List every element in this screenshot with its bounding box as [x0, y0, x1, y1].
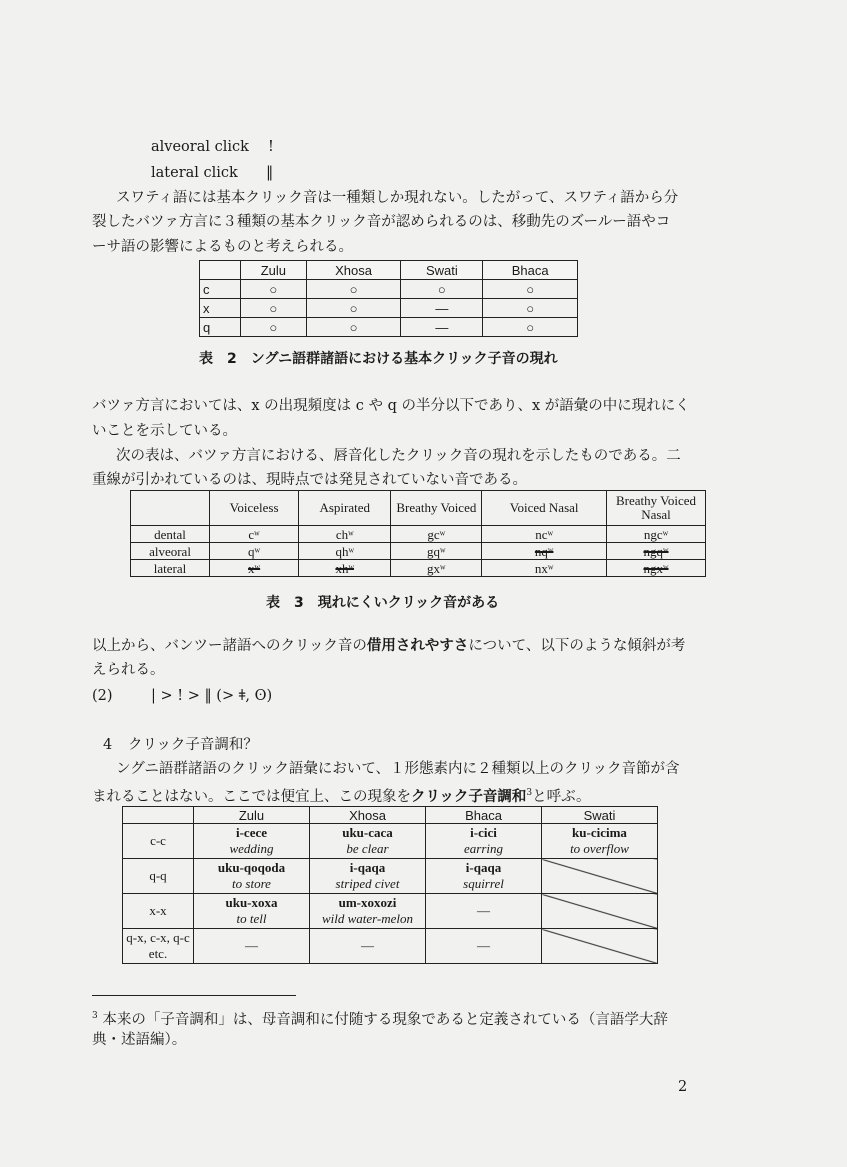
para1-line2: 裂したバツァ方言に３種類の基本クリック音が認められるのは、移動先のズールー語やコ: [92, 214, 671, 230]
row-label: c: [200, 280, 241, 299]
word: uku-caca: [342, 825, 393, 840]
section-title: クリック子音調和？: [128, 737, 258, 753]
table-cell: [391, 526, 482, 543]
table-cell: [542, 824, 658, 859]
sound: cʷ: [248, 526, 260, 542]
para3-line1: [92, 636, 685, 656]
table3-caption: 表 3 現れにくいクリック音がある: [266, 595, 500, 611]
table-cell: —: [401, 299, 483, 318]
word: um-xoxozi: [338, 895, 397, 910]
gloss: to overflow: [570, 841, 629, 856]
word: uku-xoxa: [225, 895, 278, 910]
click-symbol-lateral: ‖: [266, 165, 274, 181]
table-cell: [299, 560, 391, 577]
table-row: [131, 526, 706, 543]
empty-cell: [542, 929, 658, 964]
footnote-ref[interactable]: 3: [526, 788, 533, 798]
table-cell: ○: [306, 318, 401, 337]
para4-line1: ングニ語群諸語のクリック語彙において、１形態素内に２種類以上のクリック音節が含: [116, 761, 680, 777]
row-label: dental: [131, 526, 210, 543]
sound: gqʷ: [427, 543, 446, 559]
table-header-cell: Swati: [401, 261, 483, 280]
word: i-qaqa: [465, 860, 502, 875]
footnote-line2: 典・述語編）。: [92, 1032, 187, 1048]
table-cell: ○: [241, 318, 307, 337]
page-number: 2: [678, 1079, 688, 1095]
sound: qhʷ: [335, 543, 355, 559]
table-header-cell: Swati: [542, 807, 658, 824]
sound: gxʷ: [427, 560, 446, 576]
empty-cell: [542, 859, 658, 894]
table-row: [123, 859, 658, 894]
table-cell: [310, 859, 426, 894]
row-label: alveoral: [131, 543, 210, 560]
footnote-separator: [92, 995, 296, 996]
para3-line2: えられる。: [92, 662, 165, 678]
gloss: wild water-melon: [321, 911, 414, 926]
table-cell: —: [310, 929, 426, 964]
table-cell: [194, 859, 310, 894]
table-header-row: [200, 261, 578, 280]
table-click-harmony: [122, 806, 658, 964]
para2-line2: いことを示している。: [92, 423, 237, 439]
table-cell: [194, 824, 310, 859]
table-header-cell: Zulu: [194, 807, 310, 824]
para2-line3: 次の表は、バツァ方言における、唇音化したクリック音の現れを示したものである。二: [116, 448, 681, 464]
gloss: squirrel: [463, 876, 504, 891]
table-header-cell: [131, 491, 210, 526]
table-header-cell: Xhosa: [306, 261, 401, 280]
sound: ncʷ: [535, 526, 554, 542]
table-row: [131, 560, 706, 577]
table-cell: [391, 560, 482, 577]
gloss: earring: [464, 841, 503, 856]
para2-line1: バツァ方言においては、x の出現頻度は c や q の半分以下であり、x が語彙の中に現れにく: [92, 398, 690, 414]
row-label: x: [200, 299, 241, 318]
gloss: striped civet: [335, 876, 400, 891]
word: uku-qoqoda: [217, 860, 286, 875]
table-cell: [310, 894, 426, 929]
table-cell: —: [426, 894, 542, 929]
row-label: q: [200, 318, 241, 337]
table-cell: ○: [483, 318, 578, 337]
table-labialized-clicks: [130, 490, 706, 577]
table-header-cell: Zulu: [241, 261, 307, 280]
word: i-cece: [235, 825, 268, 840]
gloss: wedding: [229, 841, 274, 856]
section-number: 4: [103, 737, 113, 753]
unattested-sound: ngqʷ: [643, 543, 669, 559]
para1-line3: ーサ語の影響によるものと考えられる。: [92, 239, 353, 255]
unattested-sound: xʷ: [248, 560, 261, 576]
table-cell: [310, 824, 426, 859]
para4-line2: [92, 783, 590, 807]
table-cell: [210, 543, 299, 560]
para4-bold: クリック子音調和: [411, 788, 527, 805]
table-cell: [391, 543, 482, 560]
table-header-cell: Bhaca: [483, 261, 578, 280]
table-header-cell: Breathy Voiced: [391, 491, 482, 526]
para1-line1: スワティ語には基本クリック音は一種類しか現れない。したがって、スワティ語から分: [116, 190, 679, 206]
unattested-sound: nqʷ: [534, 543, 554, 559]
table-cell: [482, 560, 607, 577]
para3-text: について、以下のような傾斜が考: [468, 638, 686, 654]
table-cell: —: [426, 929, 542, 964]
table-header-cell: [123, 807, 194, 824]
table-header-cell: Breathy Voiced Nasal: [607, 491, 706, 526]
table-header-cell: [200, 261, 241, 280]
table-cell: ○: [306, 299, 401, 318]
table-cell: —: [194, 929, 310, 964]
row-label: q-x, c-x, q-c etc.: [123, 929, 194, 964]
table-header-cell: Xhosa: [310, 807, 426, 824]
table-row: [123, 824, 658, 859]
table-cell: —: [401, 318, 483, 337]
empty-cell: [542, 894, 658, 929]
table-cell: [482, 526, 607, 543]
example-number: (2): [92, 688, 113, 704]
table-cell: [194, 894, 310, 929]
table-cell: [607, 526, 706, 543]
word: i-qaqa: [349, 860, 386, 875]
para3-text: 以上から、バンツー諸語へのクリック音の: [92, 638, 367, 654]
table-row: [123, 929, 658, 964]
click-label-lateral: lateral click: [151, 165, 238, 181]
table-cell: [210, 526, 299, 543]
row-label: q-q: [123, 859, 194, 894]
table-cell: [607, 560, 706, 577]
gloss: be clear: [346, 841, 389, 856]
row-label: x-x: [123, 894, 194, 929]
word: ku-cicima: [572, 825, 627, 840]
table-header-row: [131, 491, 706, 526]
gloss: to store: [232, 876, 271, 891]
table-cell: [426, 859, 542, 894]
sound: qʷ: [248, 543, 261, 559]
table-cell: [299, 543, 391, 560]
table-cell: [482, 543, 607, 560]
table2-caption: 表 2 ングニ語群諸語における基本クリック子音の現れ: [199, 351, 558, 367]
footnote-number: 3: [92, 1011, 98, 1021]
table-row: [131, 543, 706, 560]
para2-line4: 重線が引かれているのは、現時点では発見されていない音である。: [92, 472, 527, 488]
para3-bold: 借用されやすさ: [366, 638, 469, 654]
row-label: lateral: [131, 560, 210, 577]
table-cell: ○: [483, 299, 578, 318]
table-row: [200, 318, 578, 337]
table-cell: ○: [483, 280, 578, 299]
table-header-cell: Bhaca: [426, 807, 542, 824]
table-header-row: [123, 807, 658, 824]
word: i-cici: [470, 825, 497, 840]
footnote-text: 本来の「子音調和」は、母音調和に付随する現象であると定義されている（言語学大辞: [102, 1011, 668, 1028]
table-header-cell: Aspirated: [299, 491, 391, 526]
sound: gcʷ: [427, 526, 446, 542]
table-cell: [426, 824, 542, 859]
table-header-cell: Voiced Nasal: [482, 491, 607, 526]
unattested-sound: xhʷ: [335, 560, 355, 576]
table-row: [200, 280, 578, 299]
table-row: [123, 894, 658, 929]
table-cell: ○: [241, 299, 307, 318]
footnote-line1: [92, 1006, 668, 1030]
sound: ngcʷ: [643, 526, 669, 542]
table-basic-clicks: [199, 260, 578, 337]
gloss: to tell: [236, 911, 267, 926]
click-symbol-alveoral: !: [268, 139, 274, 155]
sound: nxʷ: [534, 560, 554, 576]
para4-text: まれることはない。ここでは便宜上、この現象を: [92, 788, 411, 805]
table-cell: [607, 543, 706, 560]
sound: chʷ: [335, 526, 354, 542]
row-label: c-c: [123, 824, 194, 859]
table-header-cell: Voiceless: [210, 491, 299, 526]
table-cell: [299, 526, 391, 543]
table-cell: ○: [241, 280, 307, 299]
unattested-sound: ngxʷ: [643, 560, 669, 576]
para4-text: と呼ぶ。: [532, 788, 591, 805]
table-cell: ○: [306, 280, 401, 299]
example-hierarchy: | > ! > ‖ (> ǂ, ʘ): [151, 688, 273, 704]
table-cell: [210, 560, 299, 577]
click-label-alveoral: alveoral click: [151, 139, 249, 155]
table-row: [200, 299, 578, 318]
table-cell: ○: [401, 280, 483, 299]
